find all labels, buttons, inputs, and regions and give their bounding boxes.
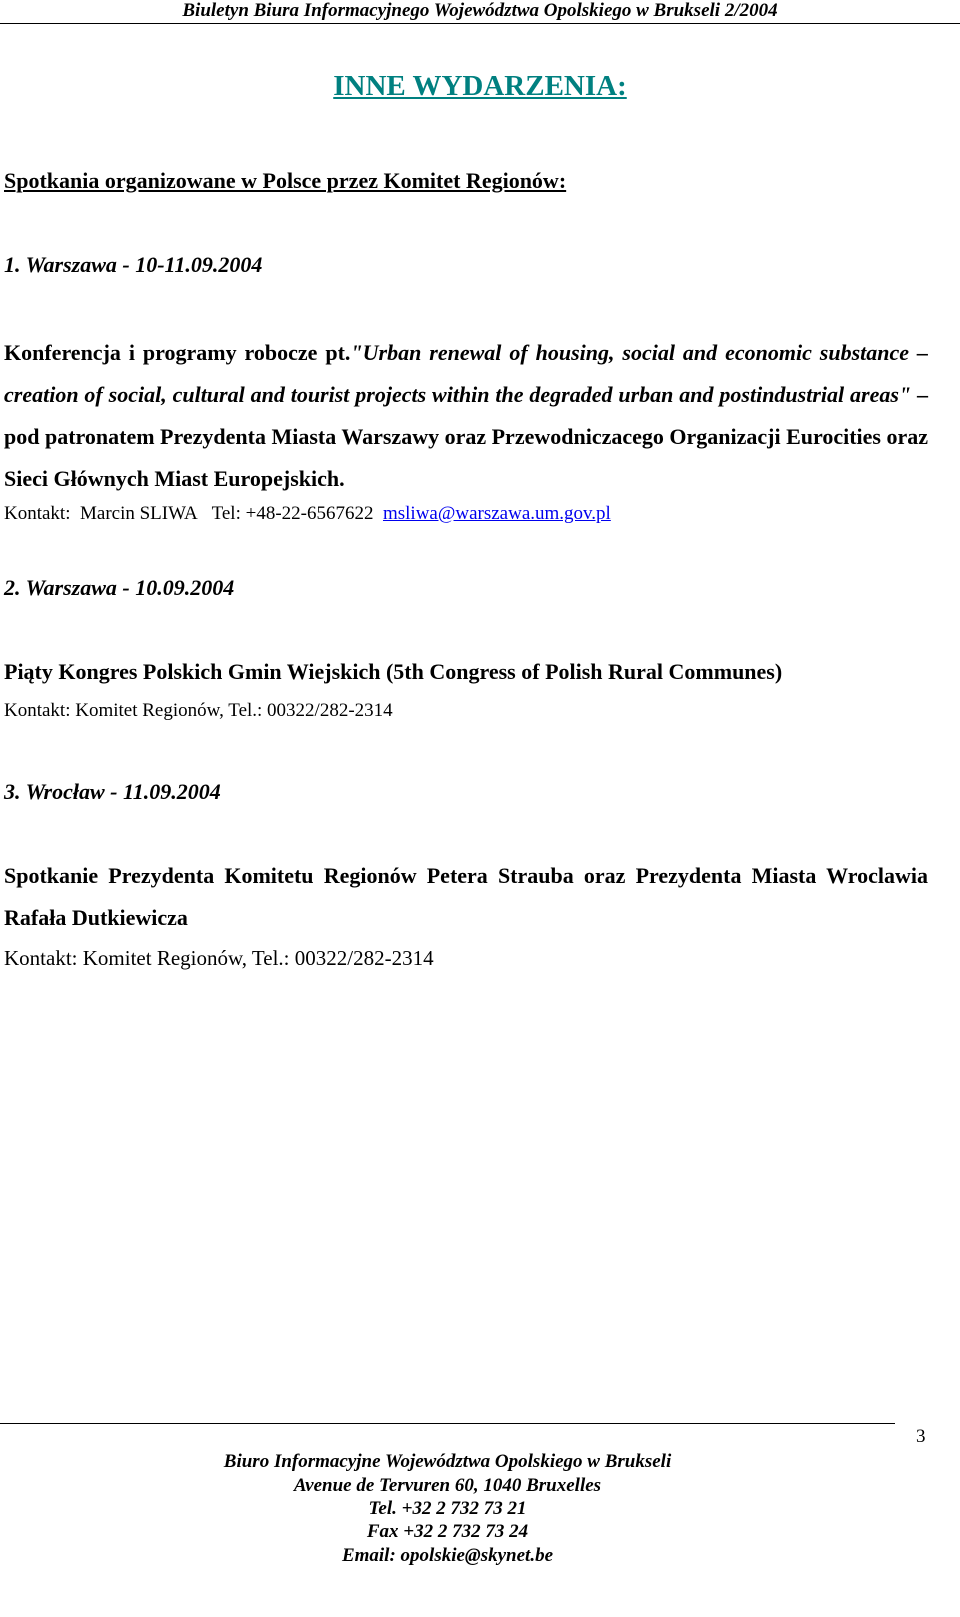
- event-1-contact-tel: Tel: +48-22-6567622: [211, 503, 374, 524]
- event-3-description: Spotkanie Prezydenta Komitetu Regionów Petera Strauba oraz Prezydenta Miasta Wroclawia Rafała Dutkiewicza: [4, 863, 928, 930]
- footer-divider: [0, 1423, 895, 1424]
- event-2-contact: Kontakt: Komitet Regionów, Tel.: 00322/282-2314: [4, 700, 393, 721]
- page-number: 3: [916, 1426, 926, 1447]
- footer-office: Biuro Informacyjne Województwa Opolskiego w Brukseli: [223, 1451, 672, 1472]
- footer-address: Avenue de Tervuren 60, 1040 Bruxelles: [293, 1475, 602, 1496]
- event-1-contact-name: Marcin SLIWA: [80, 503, 198, 524]
- section-heading: INNE WYDARZENIA:: [333, 70, 627, 102]
- event-2-description: Piąty Kongres Polskich Gmin Wiejskich (5th Congress of Polish Rural Communes): [4, 659, 783, 684]
- event-1-contact-label: Kontakt:: [4, 503, 71, 524]
- intro-heading: Spotkania organizowane w Polsce przez Komitet Regionów:: [4, 168, 567, 193]
- event-1-desc-rest: – pod patronatem Prezydenta Miasta Warszawy oraz Przewodniczacego Organizacji Eurocities oraz Sieci Głównych Miast Europejskich.: [4, 382, 929, 491]
- footer-tel: Tel. +32 2 732 73 21: [368, 1498, 527, 1519]
- event-1-desc-lead: Konferencja i programy robocze pt.: [4, 340, 351, 365]
- event-2-heading: 2. Warszawa - 10.09.2004: [4, 575, 235, 600]
- footer-email: Email: opolskie@skynet.be: [341, 1545, 554, 1566]
- event-1-desc-quote: "Urban renewal of housing, social and economic substance – creation of social, cultural and tourist projects within the degraded urban and postindustrial areas": [4, 340, 928, 407]
- event-1-email-link[interactable]: msliwa@warszawa.um.gov.pl: [382, 503, 611, 524]
- event-1-description: [4, 332, 928, 500]
- page-header-title: Biuletyn Biura Informacyjnego Województwa Opolskiego w Brukseli 2/2004: [182, 0, 778, 21]
- event-1-contact: [4, 503, 611, 525]
- event-1-heading: 1. Warszawa - 10-11.09.2004: [4, 252, 263, 277]
- header-divider: [0, 23, 960, 24]
- event-3-contact: Kontakt: Komitet Regionów, Tel.: 00322/282-2314: [4, 946, 434, 970]
- event-3-heading: 3. Wrocław - 11.09.2004: [4, 779, 221, 804]
- footer-fax: Fax +32 2 732 73 24: [366, 1521, 529, 1542]
